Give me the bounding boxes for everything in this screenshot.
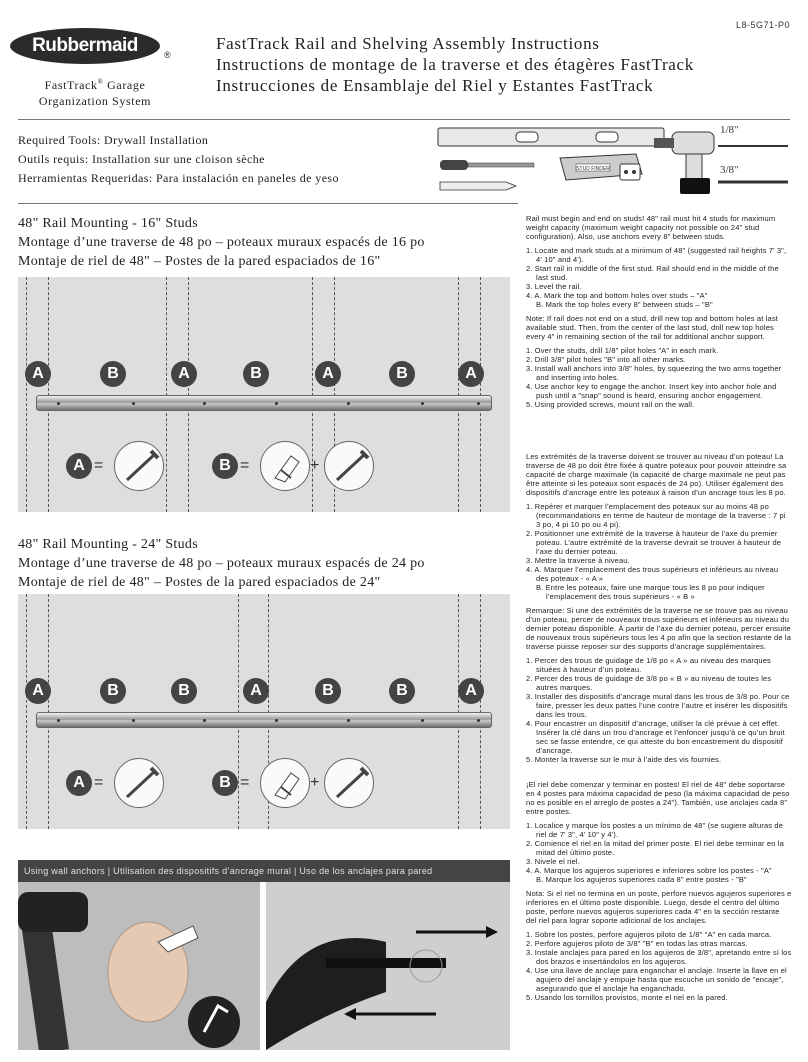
- instructions-en-intro: Rail must begin and end on studs! 48" rail must hit 4 studs for maximum weight capacity (maximum weight capacity not possible on 24" stud configuration). Also, use anchors every 8" between studs.: [526, 214, 776, 241]
- instruction-step: 4. Use anchor key to engage the anchor. Insert key into anchor hole and push until a "snap" sound is heard, ensuring anchor engagement.: [526, 382, 777, 400]
- stud-finder-label: STUD FINDER: [576, 166, 610, 172]
- tools-fr: Outils requis: Installation sur une cloison sèche: [18, 152, 265, 166]
- instruction-step: 1. Localice y marque los postes a un mínimo de 48" (se sugiere alturas de riel de 7' 3", 4' 10" y 4').: [526, 821, 784, 839]
- screw-icon: [324, 758, 374, 808]
- legend-marker-b: B: [212, 770, 238, 796]
- instruction-step: 3. Install wall anchors into 3/8" holes, by squeezing the two arms together and inserting into holes.: [526, 364, 782, 382]
- instruction-step: 1. Sobre los postes, perfore agujeros piloto de 1/8" "A" en cada marca.: [526, 930, 772, 939]
- photo-inserting-anchor: [18, 882, 260, 1050]
- between-marker-b: B: [100, 678, 126, 704]
- instruction-step: 1. Over the studs, drill 1/8" pilot holes "A" in each mark.: [526, 346, 719, 355]
- instruction-step: 4. A. Mark the top and bottom holes over studs – "A": [526, 291, 708, 300]
- section-24-title-es: Montaje de riel de 48" – Postes de la pared espaciados de 24": [18, 575, 381, 590]
- stud-marker-a: A: [243, 678, 269, 704]
- instructions-es: [526, 780, 792, 1007]
- product-system-name: [20, 74, 170, 109]
- rail: [36, 712, 492, 728]
- instruction-step: 5. Usando los tornillos provistos, monte el riel en la pared.: [526, 993, 728, 1002]
- section-24-title-en: 48" Rail Mounting - 24" Studs: [18, 537, 198, 552]
- legend-marker-b: B: [212, 453, 238, 479]
- legend-marker-a: A: [66, 770, 92, 796]
- instruction-step: 2. Perfore agujeros piloto de 3/8" "B" en todas las otras marcas.: [526, 939, 748, 948]
- instructions-en: [526, 214, 792, 414]
- instruction-step: 3. Mettre la traverse à niveau.: [526, 556, 630, 565]
- stud-marker-a: A: [315, 361, 341, 387]
- title-fr: Instructions de montage de la traverse et des étagères FastTrack: [216, 55, 695, 74]
- section-24-title: [18, 535, 425, 592]
- photo-caption-bar: Using wall anchors | Utilisation des dispositifs d’ancrage mural | Uso de los anclajes para pared: [18, 860, 510, 882]
- instruction-step: 5. Using provided screws, mount rail on the wall.: [526, 400, 695, 409]
- stud-marker-a: A: [25, 361, 51, 387]
- page-title: [216, 33, 694, 96]
- instruction-step: 2. Positionner une extrémité de la traverse à hauteur de l’axe du premier poteau. L’autre extrémité de la traverse devrait se trouver à hauteur de l’axe du dernier poteau.: [526, 529, 782, 556]
- instruction-step: 1. Repérer et marquer l’emplacement des poteaux sur au moins 48 po (recommandations en terme de hauteur de montage de la traverse : 7 pi 3 po, 4 pi 10 po ou 4 pi).: [526, 502, 786, 529]
- wall-diagram-24: [18, 594, 510, 829]
- instruction-step: 3. Nivele el riel.: [526, 857, 580, 866]
- legend-equals: =: [94, 457, 104, 474]
- between-marker-b: B: [171, 678, 197, 704]
- legend-marker-a: A: [66, 453, 92, 479]
- instruction-step: 4. Use una llave de anclaje para enganchar el anclaje. Inserte la llave en el agujero del anclaje y empuje hasta que escuche un sonido de "encaje", asegurando que el anclaje ha enganchado.: [526, 966, 787, 993]
- required-tools: [18, 131, 339, 188]
- instruction-step: 2. Start rail in middle of the first stud. Rail should end in the middle of the last stud.: [526, 264, 779, 282]
- instructions-fr: [526, 452, 792, 769]
- instruction-step: 4. Pour encastrer un dispositif d’ancrage, utiliser la clé prévue à cet effet. Insérer la clé dans un trou d’ancrage et l’enfoncer jusqu’à ce qu’un bruit sec se fasse entendre, ce qui atteste du bon encastrement du dispositif d’ancrage.: [526, 719, 785, 755]
- legend-plus: +: [310, 774, 320, 791]
- instructions-es-note: Nota: Si el riel no termina en un poste, perfore nuevos agujeros superiores e inferiores en el último poste disponible. Luego, desde el centro del último poste, perfore nuevos agujeros superiores cada 4" en la sección restante del riel para lograr soporte adicional de los anclajes.: [526, 889, 792, 925]
- instruction-step: 3. Level the rail.: [526, 282, 582, 291]
- stud-marker-a: A: [25, 678, 51, 704]
- tools-en: Required Tools: Drywall Installation: [18, 133, 209, 147]
- rail: [36, 395, 492, 411]
- instruction-step: 4. A. Marquer l’emplacement des trous supérieurs et inférieurs au niveau des poteaux - « A »: [526, 565, 779, 583]
- screwdriver-icon: [440, 160, 534, 170]
- legend-equals: =: [240, 457, 250, 474]
- instruction-substep: B. Marque los agujeros superiores cada 8" entre postes - "B": [536, 875, 747, 884]
- wall-anchor-icon: [260, 441, 310, 491]
- instruction-substep: B. Mark the top holes every 8" between studs – "B": [536, 300, 713, 309]
- instructions-en-note: Note: If rail does not end on a stud, drill new top and bottom holes at last available stud. Then, from the center of the last stud, drill new top holes every 4" in remaining section of the rail for additional anchor support.: [526, 314, 778, 341]
- between-marker-b: B: [243, 361, 269, 387]
- between-marker-b: B: [315, 678, 341, 704]
- rubbermaid-logo: Rubbermaid: [10, 28, 160, 64]
- instruction-step: 4. A. Marque los agujeros superiores e inferiores sobre los postes - "A": [526, 866, 772, 875]
- section-16-title-en: 48" Rail Mounting - 16" Studs: [18, 216, 198, 231]
- photo-anchor-key: [266, 882, 510, 1050]
- screw-icon: [324, 441, 374, 491]
- wall-diagram-16: [18, 277, 510, 512]
- pencil-icon: [440, 182, 516, 190]
- document-code: L8-5G71-P0: [736, 20, 791, 30]
- instructions-fr-note: Remarque: Si une des extrémités de la traverse ne se trouve pas au niveau d’un poteau, percer de nouveaux trous supérieurs et inférieurs au niveau du dernier poteau disponible. À partir de l’axe du dernier poteau, percer ensuite de nouveaux trous supérieurs tous les 4 po afin que la section restante de la traverse puisse reposer sur des supports d’ancrage supplémentaires.: [526, 606, 792, 651]
- screw-icon: [114, 441, 164, 491]
- product-name: FastTrack: [44, 78, 98, 92]
- instruction-step: 3. Instale anclajes para pared en los agujeros de 3/8", apretando entre sí los dos brazos e insertándolos en los agujeros.: [526, 948, 792, 966]
- registered-mark: ®: [164, 50, 171, 60]
- title-es: Instrucciones de Ensamblaje del Riel y Estantes FastTrack: [216, 76, 654, 95]
- level-icon: [438, 128, 664, 146]
- instruction-substep: B. Entre les poteaux, faire une marque tous les 8 po pour indiquer l’emplacement des trous supérieurs - « B »: [536, 583, 765, 601]
- drill-bit-label-2: 3/8": [720, 164, 739, 176]
- instructions-es-intro: ¡El riel debe comenzar y terminar en postes! El riel de 48" debe soportarse en 4 postes para máxima capacidad de peso (la máxima capacidad de peso no es posible en el arreglo de postes a 24"). También, use anclajes cada 8" entre postes.: [526, 780, 790, 816]
- stud-finder-icon: [560, 154, 642, 180]
- tools-divider: [18, 203, 518, 204]
- product-registered-mark: ®: [97, 78, 104, 86]
- legend-equals: =: [240, 774, 250, 791]
- title-en: FastTrack Rail and Shelving Assembly Instructions: [216, 34, 600, 53]
- instructions-fr-intro: Les extrémités de la traverse doivent se trouver au niveau d’un poteau! La traverse de 48 po doit être fixée à quatre poteaux pour pouvoir atteindre sa capacité de charge maximale (la capacité de charge maximale ne peut pas être atteinte si les poteaux sont espacés de 24 po). Utiliser également des dispositifs d’ancrage entre les poteaux à raison d’un ancrage tous les 8 po.: [526, 452, 787, 497]
- instruction-step: 1. Percer des trous de guidage de 1/8 po « A » au niveau des marques situées à hauteur d’un poteau.: [526, 656, 771, 674]
- between-marker-b: B: [389, 678, 415, 704]
- product-line: Garage: [107, 78, 146, 92]
- section-16-title: [18, 214, 425, 271]
- legend-plus: +: [310, 457, 320, 474]
- instruction-step: 5. Monter la traverse sur le mur à l’aide des vis fournies.: [526, 755, 722, 764]
- instruction-step: 2. Drill 3/8" pilot holes "B" into all other marks.: [526, 355, 686, 364]
- instruction-step: 3. Installer des dispositifs d’ancrage mural dans les trous de 3/8 po. Pour ce faire, presser les deux pattes l’une contre l’autre et insérer les dispositifs dans les trous.: [526, 692, 790, 719]
- legend-equals: =: [94, 774, 104, 791]
- screw-icon: [114, 758, 164, 808]
- section-16-title-fr: Montage d’une traverse de 48 po – poteaux muraux espacés de 16 po: [18, 235, 425, 250]
- instruction-step: 2. Percer des trous de guidage de 3/8 po « B » au niveau de toutes les autres marques.: [526, 674, 772, 692]
- section-24-title-fr: Montage d’une traverse de 48 po – poteaux muraux espacés de 24 po: [18, 556, 425, 571]
- instruction-step: 2. Comience el riel en la mitad del primer poste. El riel debe terminar en la mitad del último poste.: [526, 839, 784, 857]
- stud-marker-a: A: [171, 361, 197, 387]
- tools-illustration: [436, 124, 792, 198]
- instruction-step: 1. Locate and mark studs at a minimum of 48" (suggested rail heights 7' 3", 4' 10" and 4').: [526, 246, 787, 264]
- drill-bit-label-1: 1/8": [720, 124, 739, 136]
- drill-icon: [654, 132, 714, 194]
- between-marker-b: B: [100, 361, 126, 387]
- section-16-title-es: Montaje de riel de 48" – Postes de la pared espaciados de 16": [18, 254, 381, 269]
- stud-marker-a: A: [458, 678, 484, 704]
- stud-marker-a: A: [458, 361, 484, 387]
- tools-es: Herramientas Requeridas: Para instalación en paneles de yeso: [18, 171, 339, 185]
- header-divider: [18, 119, 790, 120]
- between-marker-b: B: [389, 361, 415, 387]
- product-line-2: Organization System: [38, 94, 152, 108]
- wall-anchor-icon: [260, 758, 310, 808]
